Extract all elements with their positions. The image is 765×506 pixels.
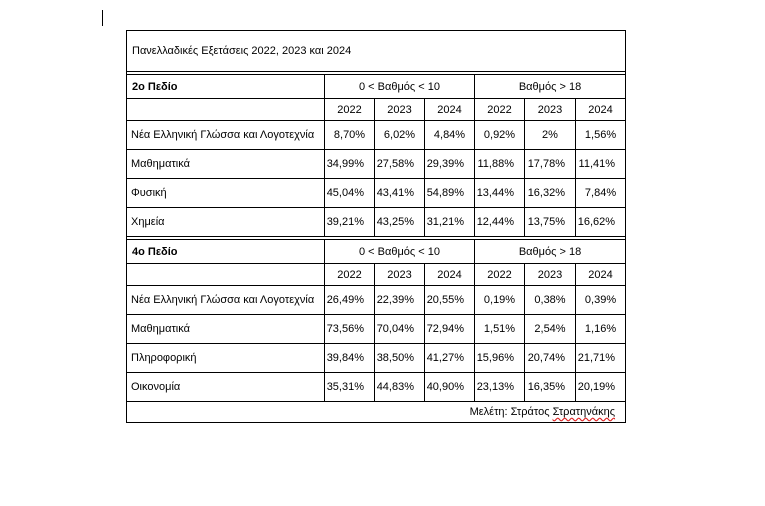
percentage-cell [525,179,576,208]
percentage-cell [325,344,375,373]
percentage-cell [325,315,375,344]
percentage-cell: 0,39% [576,286,626,315]
year-header: 2024 [576,264,626,286]
percentage-cell: 1,56% [576,121,626,150]
range-low-header: 0 < Βαθμός < 10 [325,240,475,264]
percentage-cell [525,373,576,402]
percentage-number: 16,62 [577,216,606,228]
subject-name: Μαθηματικά [127,150,325,179]
percentage-number: 13,44 [476,187,505,199]
percentage-cell [475,344,525,373]
percentage-cell [425,373,475,402]
year-header: 2022 [475,99,525,121]
percentage-cell [325,150,375,179]
percent-sign: % [404,158,414,170]
range-low-header: 0 < Βαθμός < 10 [325,75,475,99]
percentage-number: 15,96 [476,352,505,364]
author-credit [127,402,626,423]
subject-name: Νέα Ελληνική Γλώσσα και Λογοτεχνία [127,286,325,315]
percent-sign: % [555,352,565,364]
percentage-number: 35,31 [326,381,355,393]
table-row [127,179,626,208]
subject-name: Μαθηματικά [127,315,325,344]
percent-sign: % [354,352,364,364]
percent-sign: % [605,216,616,228]
percentage-cell: 0,19% [475,286,525,315]
percentage-cell [525,150,576,179]
percentage-number: 26,49 [326,294,355,306]
percentage-cell [375,286,425,315]
percent-sign: % [504,381,514,393]
percentage-cell: 0,38% [525,286,576,315]
year-header: 2023 [525,99,576,121]
percentage-cell: 1,16% [576,315,626,344]
percentage-number: 29,39 [426,158,455,170]
year-header: 2023 [525,264,576,286]
percentage-number: 20,19 [577,381,606,393]
percentage-cell [325,286,375,315]
subject-name: Φυσική [127,179,325,208]
percentage-number: 20,74 [527,352,556,364]
empty-cell [127,264,325,286]
percentage-cell [425,179,475,208]
percentage-cell [325,373,375,402]
percentage-number: 39,21 [326,216,355,228]
percentage-cell [375,315,425,344]
percent-sign: % [454,216,464,228]
percentage-cell [325,179,375,208]
percentage-cell [425,344,475,373]
percent-sign: % [555,381,565,393]
percentage-number: 16,35 [527,381,556,393]
percentage-number: 38,50 [376,352,405,364]
percent-sign: % [555,187,565,199]
percentage-cell [375,208,425,237]
subject-name: Πληροφορική [127,344,325,373]
percentage-cell [425,150,475,179]
percent-sign: % [404,294,414,306]
percent-sign: % [504,352,514,364]
percentage-number: 72,94 [426,323,455,335]
percentage-cell [375,344,425,373]
subject-name: Οικονομία [127,373,325,402]
subject-name: Χημεία [127,208,325,237]
section-header-row [127,240,626,264]
percent-sign: % [504,216,514,228]
year-header: 2023 [375,99,425,121]
percentage-cell: 0,92% [475,121,525,150]
percentage-number: 22,39 [376,294,405,306]
year-header: 2024 [576,99,626,121]
years-row [127,99,626,121]
percentage-cell [525,208,576,237]
field-name: 2ο Πεδίο [127,75,325,99]
percent-sign: % [404,352,414,364]
percentage-number: 23,13 [476,381,505,393]
percent-sign: % [404,216,414,228]
percent-sign: % [605,381,616,393]
credit-surname: Στρατηνάκης [552,406,616,418]
percentage-number: 41,27 [426,352,455,364]
percentage-number: 13,75 [527,216,556,228]
field-name: 4ο Πεδίο [127,240,325,264]
table-row [127,315,626,344]
exam-results-table [126,30,626,423]
table-row [127,121,626,150]
percent-sign: % [504,158,514,170]
percentage-cell [425,315,475,344]
percentage-cell [576,373,626,402]
empty-cell [127,99,325,121]
percent-sign: % [555,216,565,228]
percentage-cell [425,286,475,315]
subject-name: Νέα Ελληνική Γλώσσα και Λογοτεχνία [127,121,325,150]
percentage-cell: 2,54% [525,315,576,344]
text-cursor [102,10,103,26]
percentage-cell [475,150,525,179]
percent-sign: % [404,381,414,393]
percent-sign: % [404,323,414,335]
percent-sign: % [504,187,514,199]
percentage-cell: 7,84% [576,179,626,208]
years-row [127,264,626,286]
percentage-cell: 8,70% [325,121,375,150]
percentage-number: 21,71 [577,352,606,364]
percentage-cell [375,150,425,179]
table-row [127,286,626,315]
credit-prefix: Μελέτη: Στράτος [469,406,553,418]
percent-sign: % [354,216,364,228]
percentage-number: 12,44 [476,216,505,228]
year-header: 2024 [425,99,475,121]
percentage-cell [325,208,375,237]
percentage-cell: 2% [525,121,576,150]
percent-sign: % [354,294,364,306]
percentage-cell [475,208,525,237]
percent-sign: % [555,158,565,170]
percentage-cell [576,344,626,373]
percent-sign: % [354,381,364,393]
percent-sign: % [454,158,464,170]
percentage-number: 44,83 [376,381,405,393]
percent-sign: % [605,352,616,364]
percentage-cell [425,208,475,237]
year-header: 2023 [375,264,425,286]
year-header: 2022 [325,99,375,121]
percentage-number: 31,21 [426,216,455,228]
percentage-number: 27,58 [376,158,405,170]
percentage-cell: 6,02% [375,121,425,150]
percentage-cell [475,373,525,402]
percent-sign: % [454,352,464,364]
year-header: 2022 [475,264,525,286]
section-header-row [127,75,626,99]
percent-sign: % [454,381,464,393]
percentage-number: 45,04 [326,187,355,199]
percent-sign: % [354,158,364,170]
percent-sign: % [454,187,464,199]
percent-sign: % [404,187,414,199]
percentage-number: 70,04 [376,323,405,335]
percent-sign: % [454,323,464,335]
year-header: 2022 [325,264,375,286]
percentage-number: 17,78 [527,158,556,170]
percentage-cell [576,208,626,237]
percent-sign: % [354,323,364,335]
percentage-cell: 1,51% [475,315,525,344]
percentage-number: 16,32 [527,187,556,199]
percentage-cell [375,179,425,208]
percentage-cell [475,179,525,208]
percentage-number: 11,41 [578,158,606,170]
percentage-cell: 4,84% [425,121,475,150]
percentage-number: 20,55 [426,294,455,306]
table-row [127,344,626,373]
percentage-number: 40,90 [426,381,455,393]
percentage-cell [525,344,576,373]
range-high-header: Βαθμός > 18 [475,75,626,99]
percent-sign: % [454,294,464,306]
percentage-number: 34,99 [326,158,355,170]
percentage-number: 43,41 [376,187,405,199]
percentage-number: 54,89 [426,187,455,199]
range-high-header: Βαθμός > 18 [475,240,626,264]
page-title: Πανελλαδικές Εξετάσεις 2022, 2023 και 2024 [127,31,626,72]
table-row [127,208,626,237]
percentage-number: 39,84 [326,352,355,364]
percentage-cell [375,373,425,402]
table-row [127,373,626,402]
table-row [127,150,626,179]
percent-sign: % [605,158,616,170]
percent-sign: % [354,187,364,199]
percentage-cell [576,150,626,179]
percentage-number: 73,56 [326,323,355,335]
percentage-number: 43,25 [376,216,405,228]
year-header: 2024 [425,264,475,286]
percentage-number: 11,88 [477,158,505,170]
